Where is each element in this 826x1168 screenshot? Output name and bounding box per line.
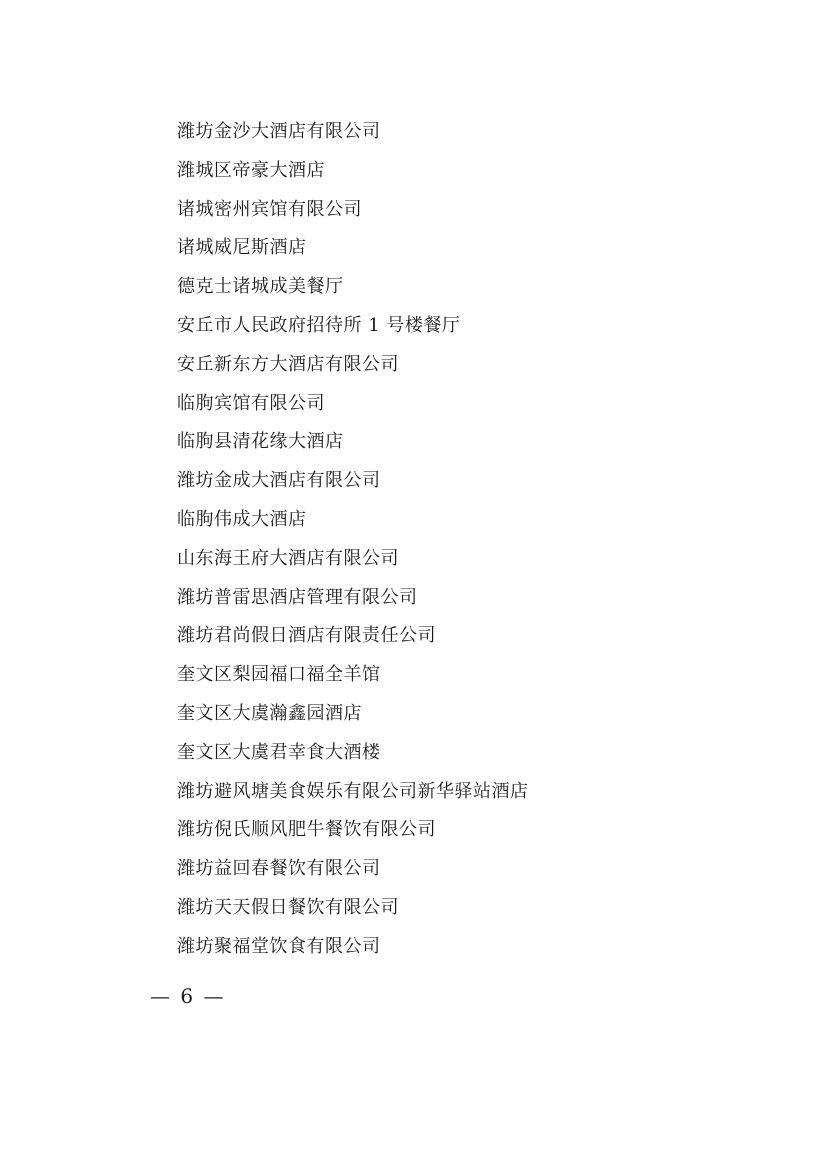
list-item: 临朐伟成大酒店 [177,508,307,530]
list-item: 潍坊倪氏顺风肥牛餐饮有限公司 [177,819,436,841]
page-number: — 6 — [150,984,226,1008]
list-item: 潍坊君尚假日酒店有限责任公司 [177,625,436,647]
list-item: 安丘市人民政府招待所 1 号楼餐厅 [177,314,461,336]
list-item: 诸城密州宾馆有限公司 [177,198,362,220]
company-list [177,117,529,971]
list-item: 诸城威尼斯酒店 [177,237,307,259]
list-item: 临朐县清花缘大酒店 [177,431,344,453]
list-item: 潍坊金成大酒店有限公司 [177,470,381,492]
list-item: 潍城区帝豪大酒店 [177,159,325,181]
list-item: 奎文区梨园福口福全羊馆 [177,664,381,686]
list-item: 临朐宾馆有限公司 [177,392,325,414]
list-item: 潍坊聚福堂饮食有限公司 [177,935,381,957]
list-item: 潍坊避风塘美食娱乐有限公司新华驿站酒店 [177,780,529,802]
list-item: 奎文区大虞瀚鑫园酒店 [177,702,362,724]
list-item: 潍坊普雷思酒店管理有限公司 [177,586,418,608]
list-item: 奎文区大虞君幸食大酒楼 [177,741,381,763]
list-item: 潍坊天天假日餐饮有限公司 [177,896,399,918]
list-item: 潍坊益回春餐饮有限公司 [177,858,381,880]
list-item: 潍坊金沙大酒店有限公司 [177,121,381,142]
list-item: 山东海王府大酒店有限公司 [177,547,399,569]
list-item: 安丘新东方大酒店有限公司 [177,353,399,375]
list-item: 德克士诸城成美餐厅 [177,276,344,298]
